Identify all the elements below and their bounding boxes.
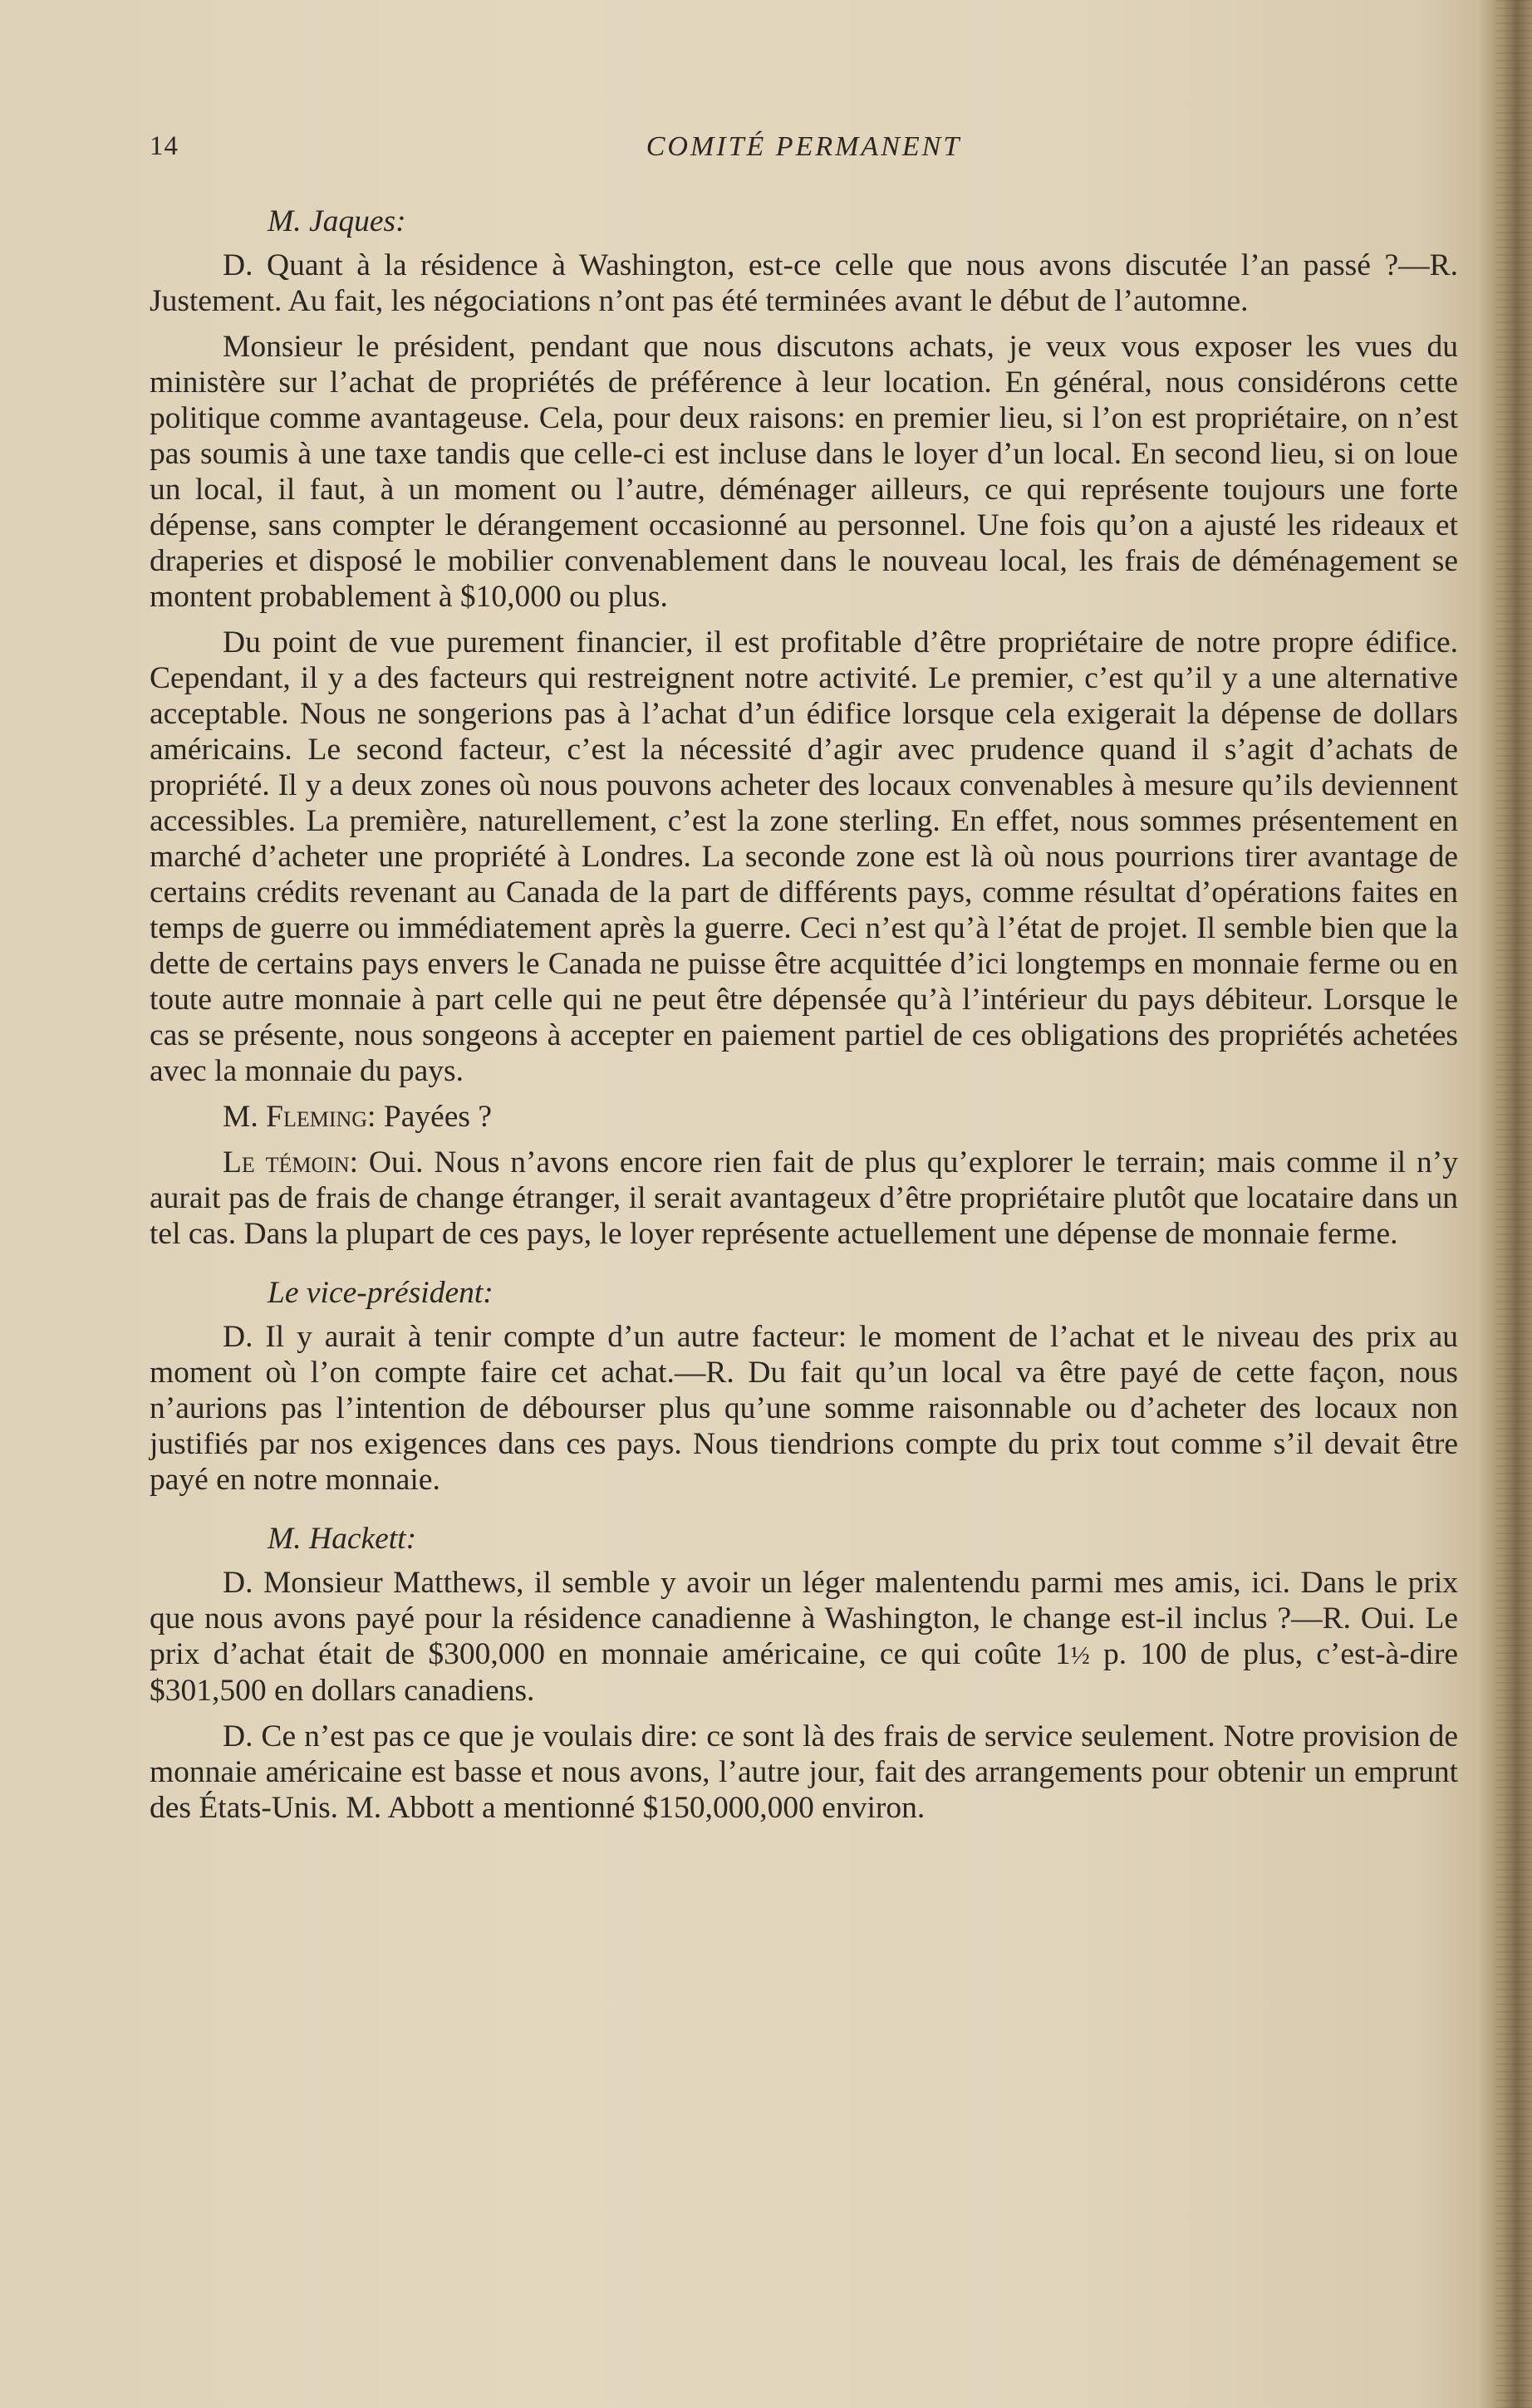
paragraph-exchange-question (150, 1565, 1458, 1709)
paragraph-washington-residence: D. Quant à la résidence à Washington, est-ce celle que nous avons discutée l’an passé ?—R. Justement. Au fait, les négociations n’ont pas été terminées avant le début de l’automne. (150, 248, 1458, 318)
fraction-one-half: ½ (1070, 1640, 1090, 1670)
paragraph-us-loan: D. Ce n’est pas ce que je voulais dire: ce sont là des frais de service seulement. Notre provision de monnaie américaine est basse et nous avons, l’autre jour, fait des arrangements pour obtenir un emprunt des États-Unis. M. Abbott a mentionné $150,000,000 environ. (150, 1719, 1458, 1825)
paragraph-fleming (150, 1099, 1458, 1135)
page-edge-shadow (1495, 0, 1532, 2408)
page-number: 14 (150, 131, 179, 161)
exchange-text-after: p. 100 de plus, c’est-à-dire $301,500 en dollars canadiens. (150, 1637, 1458, 1708)
speaker-heading-vice-president: Le vice-président: (268, 1276, 493, 1310)
fleming-text: Payées ? (376, 1100, 492, 1134)
speaker-name-fleming: M. Fleming: (223, 1100, 376, 1134)
exchange-text-before: D. Monsieur Matthews, il semble y avoir un léger malentendu parmi mes amis, ici. Dans le prix que nous avons payé pour la résidence canadienne à Washington, le change est-il inclus ?—R. Oui. Le prix d’achat était de $300,000 en monnaie américaine, ce qui coûte 1 (150, 1566, 1458, 1671)
running-title: COMITÉ PERMANENT (646, 131, 962, 162)
speaker-heading-hackett: M. Hackett: (268, 1522, 417, 1556)
witness-text: Oui. Nous n’avons encore rien fait de plus qu’explorer le terrain; mais comme il n’y aurait pas de frais de change étranger, il serait avantageux d’être propriétaire plutôt que locataire dans un tel cas. Dans la plupart de ces pays, le loyer représente actuellement une dépense de monnaie ferme. (150, 1145, 1458, 1251)
page-header (150, 131, 1458, 173)
document-body (150, 204, 1458, 1836)
paragraph-witness (150, 1145, 1458, 1252)
paragraph-purchase-policy: Monsieur le président, pendant que nous discutons achats, je veux vous exposer les vues du ministère sur l’achat de propriétés de préférence à leur location. En général, nous considérons cette politique comme avantageuse. Cela, pour deux raisons: en premier lieu, si l’on est propriétaire, on n’est pas soumis à une taxe tandis que celle-ci est incluse dans le loyer d’un local. En second lieu, si on loue un local, il faut, à un moment ou l’autre, déménager ailleurs, ce qui représente toujours une forte dépense, sans compter le dérangement occasionné au personnel. Une fois qu’on a ajusté les rideaux et draperies et disposé le mobilier convenablement dans le nouveau local, les frais de déménagement se montent probablement à $10,000 ou plus. (150, 330, 1458, 614)
speaker-heading-jaques: M. Jaques: (268, 204, 406, 238)
speaker-name-witness: Le témoin: (223, 1145, 359, 1179)
paragraph-purchase-timing: D. Il y aurait à tenir compte d’un autre facteur: le moment de l’achat et le niveau des prix au moment où l’on compte faire cet achat.—R. Du fait qu’un local va être payé de cette façon, nous n’aurions pas l’intention de débourser plus qu’une somme raisonnable ou d’acheter des locaux non justifiés par nos exigences dans ces pays. Nous tiendrions compte du prix tout comme s’il devait être payé en notre monnaie. (150, 1320, 1458, 1497)
paragraph-financial-factors: Du point de vue purement financier, il est profitable d’être propriétaire de notre propre édifice. Cependant, il y a des facteurs qui restreignent notre activité. Le premier, c’est qu’il y a une alternative acceptable. Nous ne songerions pas à l’achat d’un édifice lorsque cela exigerait la dépense de dollars américains. Le second facteur, c’est la nécessité d’agir avec prudence quand il s’agit d’achats de propriété. Il y a deux zones où nous pouvons acheter des locaux convenables à mesure qu’ils deviennent accessibles. La première, naturellement, c’est la zone sterling. En effet, nous sommes présentement en marché d’acheter une propriété à Londres. La seconde zone est là où nous pourrions tirer avantage de certains crédits revenant au Canada de la part de différents pays, comme résultat d’opérations faites en temps de guerre ou immédiatement après la guerre. Ceci n’est qu’à l’état de projet. Il semble bien que la dette de certains pays envers le Canada ne puisse être acquittée d’ici longtemps en monnaie ferme ou en toute autre monnaie à part celle qui ne peut être dépensée qu’à l’intérieur du pays débiteur. Lorsque le cas se présente, nous songeons à accepter en paiement partiel de ces obligations des propriétés achetées avec la monnaie du pays. (150, 625, 1458, 1088)
